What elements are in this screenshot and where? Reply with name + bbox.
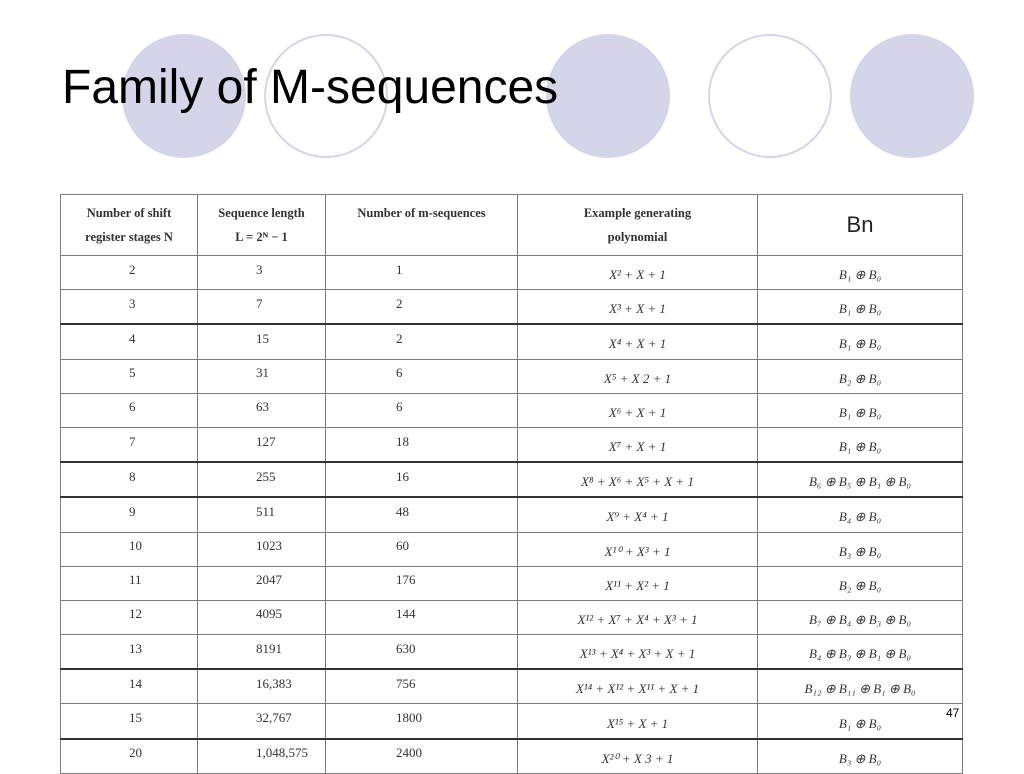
cell-count: 6 [326, 359, 518, 393]
header-polynomial [518, 195, 758, 256]
table-row [61, 427, 963, 462]
cell-polynomial: X¹⁴ + X¹² + X¹¹ + X + 1 [518, 669, 758, 704]
cell-polynomial: X¹¹ + X² + 1 [518, 566, 758, 600]
cell-length: 32,767 [198, 704, 326, 739]
cell-count: 16 [326, 462, 518, 497]
table-row [61, 393, 963, 427]
cell-count: 1800 [326, 704, 518, 739]
cell-length: 255 [198, 462, 326, 497]
cell-polynomial: X⁴ + X + 1 [518, 324, 758, 359]
header-count-line1: Number of m-sequences [357, 206, 486, 220]
cell-length: 4095 [198, 600, 326, 634]
cell-count: 756 [326, 669, 518, 704]
header-stages-line1: Number of shift [86, 206, 172, 220]
cell-bn: B₇ ⊕ B₄ ⊕ B₃ ⊕ B₀ [758, 600, 963, 634]
cell-polynomial: X³ + X + 1 [518, 290, 758, 325]
cell-stages: 14 [61, 669, 198, 704]
table-row [61, 532, 963, 566]
cell-bn: B₁ ⊕ B₀ [758, 290, 963, 325]
table-row [61, 256, 963, 290]
cell-stages: 4 [61, 324, 198, 359]
table-row [61, 600, 963, 634]
cell-bn: B₃ ⊕ B₀ [758, 532, 963, 566]
cell-polynomial: X² + X + 1 [518, 256, 758, 290]
slide-title: Family of M-sequences [62, 61, 559, 114]
header-length-line2: L = 2ᴺ − 1 [235, 230, 288, 244]
cell-bn: B₂ ⊕ B₀ [758, 359, 963, 393]
table-row [61, 704, 963, 739]
cell-stages: 20 [61, 739, 198, 774]
cell-stages: 7 [61, 427, 198, 462]
cell-stages: 5 [61, 359, 198, 393]
cell-count: 176 [326, 566, 518, 600]
table-row [61, 669, 963, 704]
cell-length: 7 [198, 290, 326, 325]
header-polynomial-line1: Example generating [583, 206, 692, 220]
table-row [61, 290, 963, 325]
cell-bn: B₄ ⊕ B₃ ⊕ B₁ ⊕ B₀ [758, 635, 963, 670]
header-bn [758, 195, 963, 256]
cell-length: 1023 [198, 532, 326, 566]
cell-polynomial: X¹⁵ + X + 1 [518, 704, 758, 739]
cell-bn: B₁ ⊕ B₀ [758, 393, 963, 427]
cell-bn: B₁ ⊕ B₀ [758, 704, 963, 739]
table-row [61, 635, 963, 670]
cell-count: 6 [326, 393, 518, 427]
cell-length: 1,048,575 [198, 739, 326, 774]
cell-bn: B₁ ⊕ B₀ [758, 427, 963, 462]
table-row [61, 359, 963, 393]
cell-polynomial: X¹³ + X⁴ + X³ + X + 1 [518, 635, 758, 670]
m-sequence-table-container [60, 194, 962, 774]
page-number: 47 [946, 706, 960, 720]
cell-count: 2 [326, 290, 518, 325]
table-row [61, 462, 963, 497]
cell-stages: 15 [61, 704, 198, 739]
decorative-circle [546, 34, 670, 158]
cell-bn: B₁ ⊕ B₀ [758, 324, 963, 359]
cell-length: 127 [198, 427, 326, 462]
cell-stages: 9 [61, 497, 198, 532]
cell-length: 63 [198, 393, 326, 427]
header-count [326, 195, 518, 256]
header-length [198, 195, 326, 256]
cell-stages: 10 [61, 532, 198, 566]
cell-count: 144 [326, 600, 518, 634]
cell-polynomial: X²⁰ + X 3 + 1 [518, 739, 758, 774]
cell-bn: B₂ ⊕ B₀ [758, 566, 963, 600]
cell-stages: 12 [61, 600, 198, 634]
cell-polynomial: X⁸ + X⁶ + X⁵ + X + 1 [518, 462, 758, 497]
cell-count: 630 [326, 635, 518, 670]
header-length-line1: Sequence length [218, 206, 305, 220]
decorative-ring [708, 34, 832, 158]
cell-count: 2400 [326, 739, 518, 774]
cell-count: 18 [326, 427, 518, 462]
cell-bn: B₃ ⊕ B₀ [758, 739, 963, 774]
cell-length: 15 [198, 324, 326, 359]
cell-stages: 11 [61, 566, 198, 600]
header-bn-label: Bn [846, 212, 874, 237]
table-row [61, 566, 963, 600]
table-row [61, 324, 963, 359]
cell-polynomial: X⁷ + X + 1 [518, 427, 758, 462]
cell-count: 1 [326, 256, 518, 290]
cell-bn: B₄ ⊕ B₀ [758, 497, 963, 532]
cell-length: 31 [198, 359, 326, 393]
m-sequence-table [60, 194, 963, 774]
cell-stages: 13 [61, 635, 198, 670]
cell-bn: B₁₂ ⊕ B₁₁ ⊕ B₁ ⊕ B₀ [758, 669, 963, 704]
cell-polynomial: X⁶ + X + 1 [518, 393, 758, 427]
decorative-circle [850, 34, 974, 158]
cell-polynomial: X¹² + X⁷ + X⁴ + X³ + 1 [518, 600, 758, 634]
cell-stages: 6 [61, 393, 198, 427]
cell-length: 3 [198, 256, 326, 290]
cell-bn: B₁ ⊕ B₀ [758, 256, 963, 290]
cell-stages: 2 [61, 256, 198, 290]
table-header-row [61, 195, 963, 256]
cell-length: 16,383 [198, 669, 326, 704]
cell-polynomial: X⁹ + X⁴ + 1 [518, 497, 758, 532]
cell-count: 48 [326, 497, 518, 532]
cell-length: 511 [198, 497, 326, 532]
cell-length: 2047 [198, 566, 326, 600]
cell-stages: 8 [61, 462, 198, 497]
cell-count: 60 [326, 532, 518, 566]
table-row [61, 497, 963, 532]
cell-polynomial: X¹⁰ + X³ + 1 [518, 532, 758, 566]
header-polynomial-line2: polynomial [607, 230, 668, 244]
header-stages-line2: register stages N [85, 230, 173, 244]
cell-bn: B₆ ⊕ B₅ ⊕ B₁ ⊕ B₀ [758, 462, 963, 497]
cell-length: 8191 [198, 635, 326, 670]
cell-stages: 3 [61, 290, 198, 325]
cell-polynomial: X⁵ + X 2 + 1 [518, 359, 758, 393]
header-stages [61, 195, 198, 256]
table-row [61, 739, 963, 774]
cell-count: 2 [326, 324, 518, 359]
